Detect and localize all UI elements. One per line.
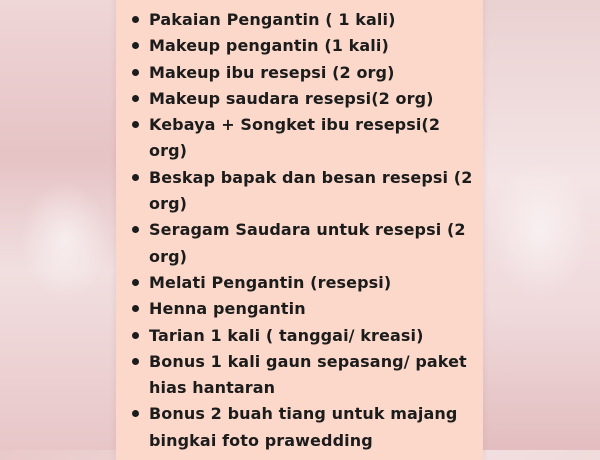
package-items-list: [132, 7, 477, 454]
item-text: Makeup saudara resepsi(2 org): [149, 88, 434, 108]
list-item: [132, 60, 477, 86]
item-text: Bonus 2 buah tiang untuk majang bingkai foto prawedding: [149, 404, 458, 450]
item-text: Henna pengantin: [149, 299, 306, 319]
bullet-icon: [132, 174, 139, 181]
list-item: [132, 112, 477, 165]
item-text: Kebaya + Songket ibu resepsi(2 org): [149, 115, 441, 161]
bullet-icon: [132, 305, 139, 312]
bullet-icon: [132, 42, 139, 49]
bullet-icon: [132, 332, 139, 339]
list-item: [132, 33, 477, 59]
bullet-icon: [132, 410, 139, 417]
list-item: [132, 86, 477, 112]
bullet-icon: [132, 358, 139, 365]
background-right: [480, 0, 600, 450]
item-text: Beskap bapak dan besan resepsi (2 org): [149, 167, 473, 214]
bullet-icon: [132, 69, 139, 76]
item-text: Seragam Saudara untuk resepsi (2 org): [149, 220, 466, 266]
item-text: Bonus 1 kali gaun sepasang/ paket hias hantaran: [149, 351, 467, 398]
item-text: Makeup pengantin (1 kali): [149, 36, 389, 56]
bullet-icon: [132, 95, 139, 102]
item-text: Pakaian Pengantin ( 1 kali): [149, 10, 396, 29]
background-left: [0, 0, 120, 450]
package-card: [116, 0, 483, 460]
list-item: [132, 7, 477, 33]
bullet-icon: [132, 226, 139, 233]
item-text: Makeup ibu resepsi (2 org): [149, 62, 395, 82]
bullet-icon: [132, 121, 139, 128]
list-item: [132, 323, 477, 349]
list-item: [132, 296, 477, 322]
list-item: [132, 401, 477, 454]
item-text: Melati Pengantin (resepsi): [149, 272, 392, 292]
item-text: Tarian 1 kali ( tanggai/ kreasi): [149, 325, 424, 345]
list-item: [132, 217, 477, 270]
list-item: [132, 270, 477, 296]
bullet-icon: [132, 279, 139, 286]
list-item: [132, 349, 477, 402]
bullet-icon: [132, 16, 139, 23]
list-item: [132, 165, 477, 218]
